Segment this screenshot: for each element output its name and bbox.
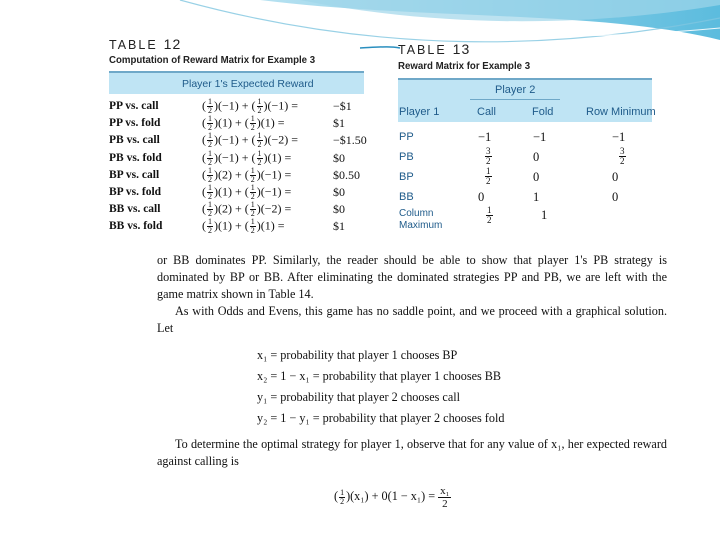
table13-cell-min: $\frac{3}{2}$ xyxy=(620,146,625,166)
table13-row-name: BB xyxy=(399,191,414,203)
table12-row-calc: ( $\frac{1}{2}$ )(2) + ( $\frac{1}{2}$ )(−1) = xyxy=(202,165,292,184)
table12-number: 12 xyxy=(163,36,182,52)
table13-player2-rule xyxy=(470,99,560,100)
final-equation-numerator: x₁ xyxy=(440,485,450,497)
table12-row-result: $0 xyxy=(333,185,345,199)
table12-row-calc: ( $\frac{1}{2}$ )(1) + ( $\frac{1}{2}$ )(−1) = xyxy=(202,183,292,201)
table12-row-result: $0.50 xyxy=(333,167,360,182)
table13-caption: Reward Matrix for Example 3 xyxy=(398,60,531,72)
table12-row-name: PB vs. fold xyxy=(109,151,162,164)
table13-cell-min: 0 xyxy=(612,190,619,204)
table12-row-name: BB vs. fold xyxy=(109,220,163,233)
table13-cell-fold: 0 xyxy=(533,170,540,184)
definition-x1: x₁ = probability that player 1 chooses BP xyxy=(257,348,458,362)
table13-col-rowmin: Row Minimum xyxy=(586,106,656,118)
table12-row-name: BP vs. fold xyxy=(109,186,162,198)
definition-x2: x₂ = 1 − x₁ = probability that player 1 chooses BB xyxy=(257,369,502,383)
table13-col-call: Call xyxy=(477,106,496,118)
table13-cell-call: 0 xyxy=(478,190,485,204)
table13-cell-min: 0 xyxy=(612,170,619,184)
table13-player1-label: Player 1 xyxy=(399,106,440,118)
text-paragraph-3: To determine the optimal strategy for player 1, observe that for any value of x₁, her expected reward against calling is xyxy=(157,437,667,468)
final-equation-denominator: 2 xyxy=(442,498,448,510)
table12-row-result: $0 xyxy=(333,150,345,165)
table13-cell-fold: −1 xyxy=(533,130,547,144)
table13-cell-call: $\frac{3}{2}$ xyxy=(486,146,491,166)
table13-colmax-call: $\frac{1}{2}$ xyxy=(487,205,492,225)
final-equation xyxy=(334,485,451,510)
table12-caption: Computation of Reward Matrix for Example 3 xyxy=(109,54,316,66)
table13-colmax-label2: Maximum xyxy=(399,220,443,231)
table12-row-name: PP vs. call xyxy=(109,100,159,112)
table13-row-name: PP xyxy=(399,131,414,143)
final-equation-fraction xyxy=(438,485,451,510)
table12-row-result: −$1.50 xyxy=(333,133,367,148)
table12-row-calc: ( $\frac{1}{2}$ )(−1) + ( $\frac{1}{2}$ )(1) = xyxy=(202,148,292,167)
table12-header: Player 1's Expected Reward xyxy=(182,78,314,90)
text-paragraph-1: or BB dominates PP. Similarly, the reader should be able to show that player 1's PB strategy is dominated by BP or BB. After eliminating the dominated strategies PP and PB, we are left with the game matrix shown in Table 14. xyxy=(157,253,667,301)
table12-row-calc: ( $\frac{1}{2}$ )(2) + ( $\frac{1}{2}$ )(−2) = xyxy=(202,200,292,219)
definition-y2: y₂ = 1 − y₁ = probability that player 2 chooses fold xyxy=(257,411,505,425)
table13-row-name: PB xyxy=(399,151,414,163)
table12-row-name: PB vs. call xyxy=(109,134,160,147)
table12-row-name: BB vs. call xyxy=(109,203,161,216)
table12-label: TABLE 12 xyxy=(109,36,182,52)
table13-label: TABLE 13 xyxy=(398,41,471,57)
table13-cell-fold: 1 xyxy=(533,190,540,204)
table12-row-name: BP vs. call xyxy=(109,168,160,181)
table12-row-result: $0 xyxy=(333,202,345,217)
table12-row-calc: ( $\frac{1}{2}$ )(1) + ( $\frac{1}{2}$ )(1) = xyxy=(202,217,285,236)
table13-colmax-fold: 1 xyxy=(541,208,548,222)
table12-row-result: −$1 xyxy=(333,99,352,113)
table13-col-fold: Fold xyxy=(532,106,554,118)
definition-y1: y₁ = probability that player 2 chooses call xyxy=(257,390,461,404)
table12-row-calc: ( $\frac{1}{2}$ )(−1) + ( $\frac{1}{2}$ )(−1) = xyxy=(202,97,299,115)
table13-colmax-label1: Column xyxy=(399,208,434,219)
table13-number: 13 xyxy=(452,41,471,57)
table12-row-name: PP vs. fold xyxy=(109,117,161,130)
final-equation-lhs: ( $\frac{1}{2}$ )(x₁) + 0(1 − x₁) = xyxy=(334,488,436,506)
table13-cell-call: −1 xyxy=(478,130,492,144)
table13-cell-call: $\frac{1}{2}$ xyxy=(486,166,491,186)
table13-cell-fold: 0 xyxy=(533,150,540,164)
table13-row-name: BP xyxy=(399,171,414,183)
table12-row-calc: ( $\frac{1}{2}$ )(1) + ( $\frac{1}{2}$ )(1) = xyxy=(202,114,285,133)
table13-player2-label: Player 2 xyxy=(495,84,536,96)
table12-row-result: $1 xyxy=(333,219,345,234)
table12-row-calc: ( $\frac{1}{2}$ )(−1) + ( $\frac{1}{2}$ )(−2) = xyxy=(202,131,299,150)
table12-row-result: $1 xyxy=(333,116,345,131)
text-paragraph-2: As with Odds and Evens, this game has no saddle point, and we proceed with a graphical solution. Let xyxy=(157,304,667,335)
table13-cell-min: −1 xyxy=(612,130,626,144)
